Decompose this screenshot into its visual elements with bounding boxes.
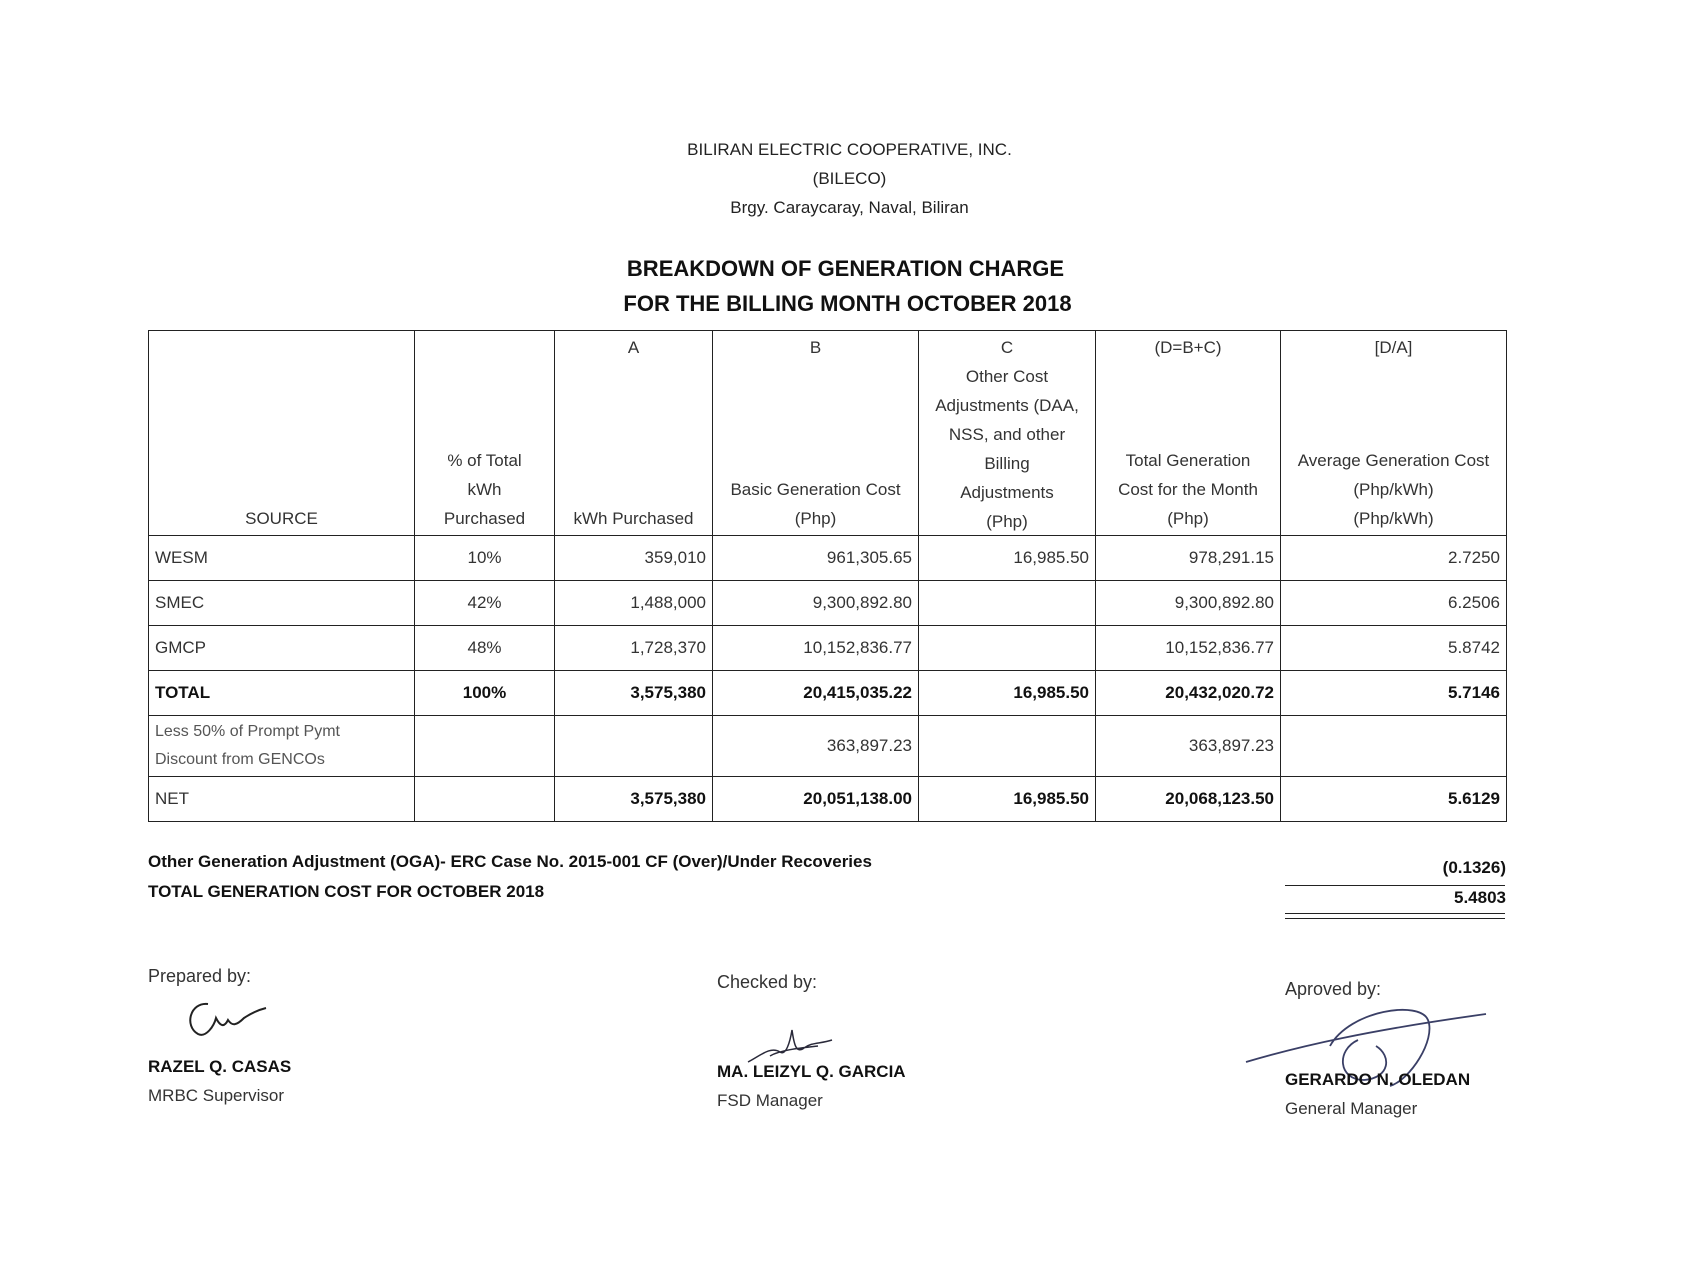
cell-kwh: 1,728,370: [555, 626, 713, 671]
col-letter: [D/A]: [1374, 338, 1413, 357]
cell-other: [919, 626, 1096, 671]
table-row: [149, 536, 1507, 581]
org-abbr: (BILECO): [812, 169, 887, 188]
cell-source: TOTAL: [149, 671, 415, 716]
cell-total: 10,152,836.77: [1096, 626, 1281, 671]
col-letter: C: [1000, 338, 1014, 357]
col-header-average: [D/A] Average Generation Cost (Php/kWh) (Php/kWh): [1281, 331, 1507, 536]
table-row: [149, 626, 1507, 671]
generation-charge-table: [148, 330, 1507, 822]
cell-kwh: 3,575,380: [555, 671, 713, 716]
col-header-source: SOURCE: [149, 331, 415, 536]
cell-total: 20,432,020.72: [1096, 671, 1281, 716]
cell-avg: 5.6129: [1281, 777, 1507, 822]
cell-pct: 100%: [415, 671, 555, 716]
double-underline-bottom: [1285, 918, 1505, 919]
cell-total: 20,068,123.50: [1096, 777, 1281, 822]
cell-source: GMCP: [149, 626, 415, 671]
cell-source: SMEC: [149, 581, 415, 626]
cell-other: 16,985.50: [919, 671, 1096, 716]
checked-by-role: FSD Manager: [717, 1091, 823, 1110]
cell-pct: 10%: [415, 536, 555, 581]
cell-other: [919, 581, 1096, 626]
cell-pct: [415, 716, 555, 777]
total-generation-label: TOTAL GENERATION COST FOR OCTOBER 2018: [148, 882, 545, 901]
net-row: [149, 777, 1507, 822]
cell-source: Less 50% of Prompt Pymt Discount from GENCOs: [149, 716, 415, 777]
checked-by-name: MA. LEIZYL Q. GARCIA: [717, 1062, 906, 1081]
prepared-by-name: RAZEL Q. CASAS: [148, 1057, 292, 1076]
col-header-total: (D=B+C) Total Generation Cost for the Month (Php): [1096, 331, 1281, 536]
checked-by-label: Checked by:: [717, 972, 818, 992]
total-generation-value: 5.4803: [1454, 888, 1506, 907]
cell-basic: 961,305.65: [713, 536, 919, 581]
cell-kwh: [555, 716, 713, 777]
less-discount-row: [149, 716, 1507, 777]
org-name: BILIRAN ELECTRIC COOPERATIVE, INC.: [687, 140, 1012, 159]
cell-other: 16,985.50: [919, 536, 1096, 581]
total-row: [149, 671, 1507, 716]
col-header-kwh: A kWh Purchased: [555, 331, 713, 536]
col-header-other: C Other Cost Adjustments (DAA, NSS, and other Billing Adjustments (Php): [919, 331, 1096, 536]
col-header-pct: % of Total kWh Purchased: [415, 331, 555, 536]
cell-source: NET: [149, 777, 415, 822]
org-address: Brgy. Caraycaray, Naval, Biliran: [730, 198, 969, 217]
cell-basic: 9,300,892.80: [713, 581, 919, 626]
col-header-basic: B Basic Generation Cost (Php): [713, 331, 919, 536]
approved-by-role: General Manager: [1285, 1099, 1418, 1118]
cell-basic: 10,152,836.77: [713, 626, 919, 671]
col-letter: B: [809, 338, 822, 357]
doc-subtitle: FOR THE BILLING MONTH OCTOBER 2018: [623, 291, 1072, 316]
cell-kwh: 1,488,000: [555, 581, 713, 626]
cell-source: WESM: [149, 536, 415, 581]
cell-other: 16,985.50: [919, 777, 1096, 822]
col-letter: (D=B+C): [1154, 338, 1222, 357]
cell-avg: [1281, 716, 1507, 777]
approved-by-name: GERARDO N. OLEDAN: [1285, 1070, 1471, 1089]
subtotal-divider: [1285, 885, 1505, 886]
cell-basic: 20,415,035.22: [713, 671, 919, 716]
table-row: [149, 581, 1507, 626]
prepared-by-label: Prepared by:: [148, 966, 252, 986]
cell-basic: 20,051,138.00: [713, 777, 919, 822]
prepared-signature: [180, 996, 270, 1040]
cell-other: [919, 716, 1096, 777]
cell-pct: 42%: [415, 581, 555, 626]
cell-total: 9,300,892.80: [1096, 581, 1281, 626]
approved-by-label: Aproved by:: [1285, 979, 1382, 999]
cell-avg: 5.7146: [1281, 671, 1507, 716]
oga-value: (0.1326): [1442, 858, 1506, 877]
oga-label: Other Generation Adjustment (OGA)- ERC Case No. 2015-001 CF (Over)/Under Recoveries: [148, 852, 872, 871]
cell-avg: 5.8742: [1281, 626, 1507, 671]
doc-title: BREAKDOWN OF GENERATION CHARGE: [626, 256, 1065, 281]
cell-pct: 48%: [415, 626, 555, 671]
cell-avg: 2.7250: [1281, 536, 1507, 581]
cell-kwh: 3,575,380: [555, 777, 713, 822]
cell-total: 978,291.15: [1096, 536, 1281, 581]
col-letter: A: [627, 338, 640, 357]
table-header-row: [149, 331, 1507, 536]
cell-pct: [415, 777, 555, 822]
cell-basic: 363,897.23: [713, 716, 919, 777]
cell-total: 363,897.23: [1096, 716, 1281, 777]
double-underline-top: [1285, 913, 1505, 914]
prepared-by-role: MRBC Supervisor: [148, 1086, 285, 1105]
cell-kwh: 359,010: [555, 536, 713, 581]
cell-avg: 6.2506: [1281, 581, 1507, 626]
